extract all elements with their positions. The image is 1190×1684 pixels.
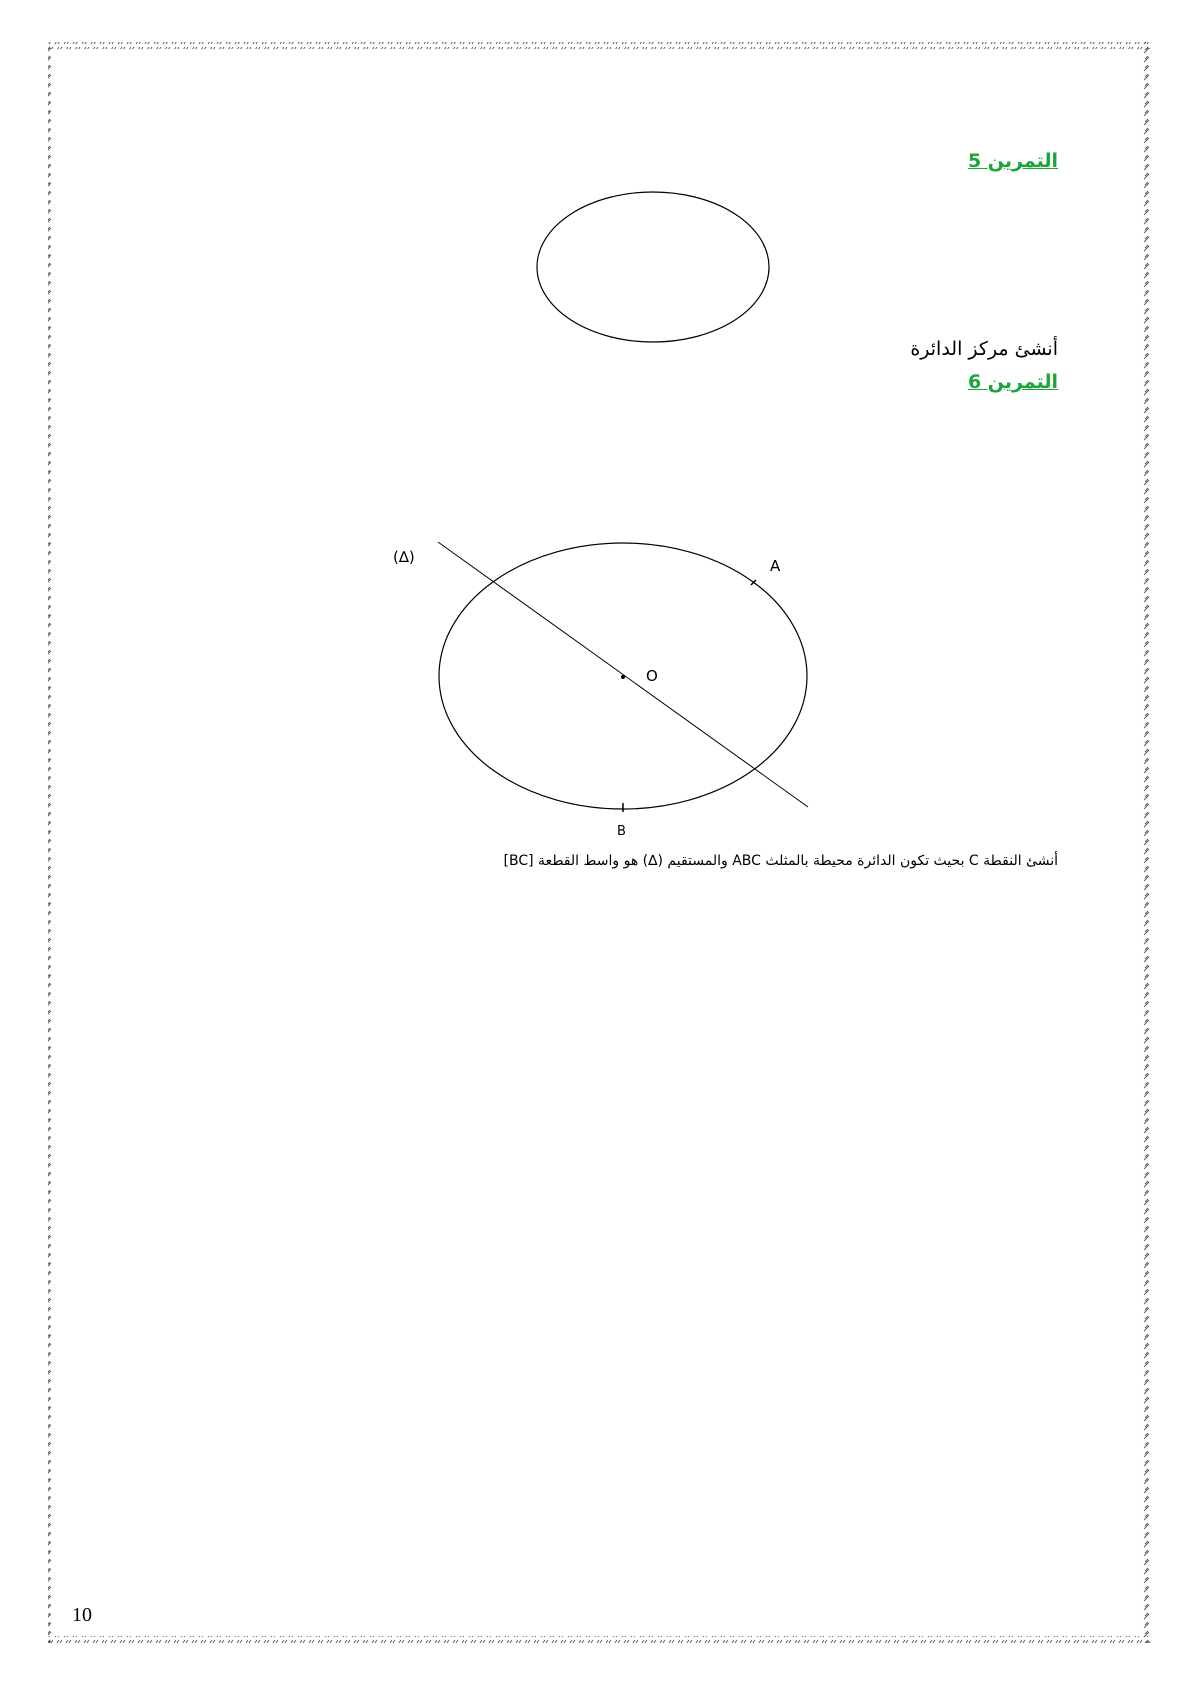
point-b-label: B (617, 824, 626, 839)
exercise-5-title: التمرين 5 (967, 150, 1058, 172)
center-o-label: O (646, 667, 658, 685)
line-delta-label: (∆) (393, 548, 415, 566)
page-number: 10 (72, 1604, 92, 1626)
exercise-5-instruction: أنشئ مركز الدائرة (910, 338, 1058, 360)
exercise-6-instruction: أنشئ النقطة C بحيث تكون الدائرة محيطة بالمثلث ABC والمستقيم (∆) هو واسط القطعة [BC] (503, 853, 1058, 869)
point-a-label: A (770, 557, 781, 575)
center-point-o (621, 675, 625, 679)
exercise-6-title: التمرين 6 (967, 371, 1058, 393)
